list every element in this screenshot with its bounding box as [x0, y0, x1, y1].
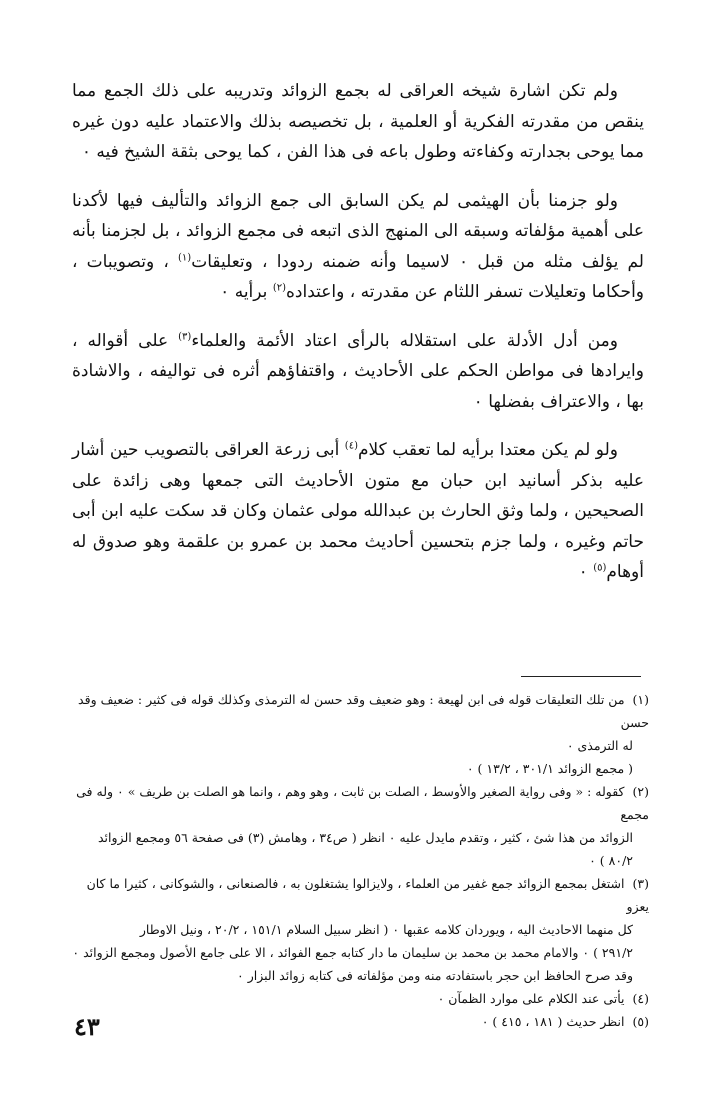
footnote-5 — [64, 1010, 649, 1033]
paragraph-4 — [72, 435, 644, 588]
footnote-5-number: (٥) — [632, 1014, 649, 1029]
footnote-5-line-1: انظر حديث ( ١٨١ ، ٤١٥ ) ٠ — [481, 1014, 625, 1029]
page-number: ٤٣ — [74, 1012, 100, 1041]
paragraph-2-text-b: ، وتصويبات ، وأحكاما وتعليلات تسفر اللثام عن مقدرته ، واعتداده — [72, 251, 644, 302]
footnote-separator — [521, 676, 641, 677]
footnote-2-line-1: كقوله : « وفى رواية الصغير والأوسط ، الصلت بن ثابت ، وهو وهم ، وانما هو الصلت بن طريف » ٠ وله فى مجمع — [76, 784, 649, 822]
footnote-2-line-2: الزوائد من هذا شئ ، كثير ، وتقدم مايدل عليه ٠ انظر ( ص٣٤ ، وهامش (٣) فى صفحة ٥٦ ومجمع الزوائد — [98, 830, 633, 845]
footnote-3-line-4: وقد صرح الحافظ ابن حجر باستفادته منه ومن مؤلفاته فى كتابه زوائد البزار ٠ — [237, 968, 633, 983]
paragraph-1 — [72, 76, 644, 168]
paragraph-4-text-c: ٠ — [578, 562, 594, 582]
footnote-4-number: (٤) — [632, 991, 649, 1006]
paragraph-1-line-1: ولم تكن اشارة شيخه العراقى له بجمع الزوائد وتدريبه على ذلك الجمع مما ينقص من — [72, 81, 644, 132]
footnote-ref-5[interactable]: (٥) — [593, 562, 607, 574]
paragraph-3-text-b: على أقواله ، وايرادها فى مواطن الحكم على الأحاديث ، واقتفاؤهم أثره فى تواليفه ، والاشادة بها ، والاعتراف بفضلها ٠ — [72, 330, 644, 412]
footnote-2-number: (٢) — [632, 784, 649, 799]
footnote-4 — [64, 987, 649, 1010]
footnote-3 — [64, 872, 649, 987]
footnote-ref-2[interactable]: (٢) — [272, 282, 286, 294]
footnote-3-line-2: كل منهما الاحاديث اليه ، ويوردان كلامه عقبها ٠ ( انظر سبيل السلام ١٥١/١ ، ٢٠/٢ ، ونيل الاوطار — [139, 922, 633, 937]
footnote-1-line-2: له الترمذى ٠ — [566, 738, 633, 753]
paragraph-4-text-b: أبى زرعة العراقى بالتصويب حين أشار عليه بذكر أسانيد ابن حبان مع متون الأحاديث التى جمعها وهى زائدة على الصحيحين ، ولما وثق الحارث بن عبدالله مولى عثمان وكان قد سكت عليه ابن أبى حاتم وغيره ، ولما جزم بتحسين أحاديث محمد بن عمرو بن علقمة وهو صدوق له أوهام — [72, 440, 644, 582]
paragraph-2-text-c: برأيه ٠ — [220, 282, 273, 302]
paragraph-2 — [72, 186, 644, 308]
footnote-3-line-3: ٢٩١/٢ ) ٠ والامام محمد بن محمد بن سليمان ما دار كتابه جمع الفوائد ، الا على جامع الأصول ومجمع الزوائد ٠ — [72, 945, 633, 960]
footnote-4-line-1: يأتى عند الكلام على موارد الظمآن ٠ — [437, 991, 625, 1006]
paragraph-3 — [72, 326, 644, 418]
paragraph-1-line-2: مقدرته الفكرية أو العلمية ، بل تخصيصه بذلك والاعتماد عليه دون غيره مما يوحى بجدارته — [72, 111, 644, 162]
footnote-2 — [64, 780, 649, 872]
paragraph-3-text-a: ومن أدل الأدلة على استقلاله بالرأى اعتاد الأئمة والعلماء — [191, 330, 618, 351]
paragraph-1-line-3: وكفاءته وطول باعه فى هذا الفن ، كما يوحى بثقة الشيخ فيه ٠ — [81, 142, 515, 162]
footnote-ref-3[interactable]: (٣) — [178, 330, 192, 342]
paragraph-2-text-a: ولو جزمنا بأن الهيثمى لم يكن السابق الى جمع الزوائد والتأليف فيها لأكدنا على أهمية مؤلفاته وسبقه الى المنهج الذى اتبعه فى مجمع الزوائد ، بل لجزمنا بأنه لم يؤلف مثله من قبل ٠ لاسيما وأنه ضمنه ردودا ، وتعليقات — [72, 190, 644, 272]
paragraph-4-text-a: ولو لم يكن معتدا برأيه لما تعقب كلام — [357, 440, 618, 460]
footnote-1 — [64, 688, 649, 780]
footnote-2-line-3: ٨٠/٢ ) ٠ — [589, 853, 633, 868]
footnote-ref-4[interactable]: (٤) — [344, 440, 358, 452]
footnotes — [64, 688, 649, 1033]
main-text — [72, 76, 644, 606]
footnote-3-number: (٣) — [632, 876, 649, 891]
footnote-1-number: (١) — [632, 692, 649, 707]
footnote-1-line-3: ( مجمع الزوائد ٣٠١/١ ، ١٣/٢ ) ٠ — [466, 761, 633, 776]
footnote-3-line-1: اشتغل بمجمع الزوائد جمع غفير من العلماء ، ولايزالوا يشتغلون به ، فالصنعانى ، والشوكانى ، كثيرا ما كان يعزو — [86, 876, 649, 914]
footnote-ref-1[interactable]: (١) — [178, 251, 192, 263]
footnote-1-line-1: من تلك التعليقات قوله فى ابن لهيعة : وهو ضعيف وقد حسن له الترمذى وكذلك قوله فى كثير : ضعيف وقد حسن — [78, 692, 649, 730]
